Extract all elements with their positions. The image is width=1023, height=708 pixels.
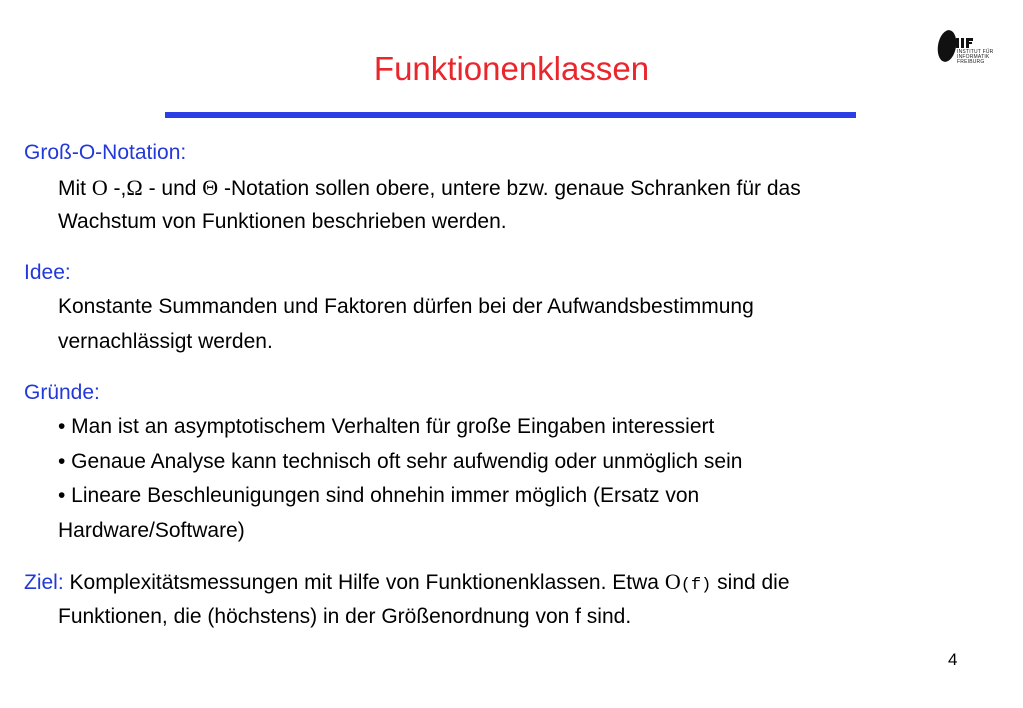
ziel-line-2: Funktionen, die (höchstens) in der Größenordnung von f sind. [58,605,632,628]
slide-title: Funktionenklassen [373,50,650,87]
text: - und [142,177,203,200]
text: -, [107,177,127,200]
logo-line-3: FREIBURG [957,59,985,65]
gross-o-line-1 [58,171,801,206]
logo-line-2: INFORMATIK [957,54,990,60]
omega-symbol: Ω [126,175,143,200]
heading-gruende: Gründe: [24,381,100,404]
big-o-symbol: O [91,175,108,200]
text: Komplexitätsmessungen mit Hilfe von Funktionenklassen. Etwa [63,571,665,594]
heading-ziel: Ziel: [24,571,64,594]
gross-o-line-2: Wachstum von Funktionen beschrieben werden. [58,210,507,233]
title-underline [165,112,856,118]
text: -Notation sollen obere, untere bzw. genaue Schranken für das [218,177,801,200]
big-o-symbol: O [664,569,681,594]
page-number: 4 [948,650,958,669]
text: sind die [711,571,790,594]
idee-line-2: vernachlässigt werden. [58,330,273,353]
idee-line-1: Konstante Summanden und Faktoren dürfen bei der Aufwandsbestimmung [58,295,754,318]
gruende-bullet-3: • Lineare Beschleunigungen sind ohnehin immer möglich (Ersatz von [58,484,700,507]
logo-text [957,50,993,65]
theta-symbol: Θ [202,175,219,200]
gruende-bullet-1: • Man ist an asymptotischem Verhalten für große Eingaben interessiert [58,415,715,438]
gruende-bullet-3-cont: Hardware/Software) [58,519,245,542]
logo-line-1: INSTITUT FÜR [957,49,994,55]
text: Mit [58,177,92,200]
heading-gross-o: Groß-O-Notation: [24,141,187,164]
heading-idee: Idee: [24,261,71,284]
gruende-bullet-2: • Genaue Analyse kann technisch oft sehr aufwendig oder unmöglich sein [58,450,743,473]
function-arg: (f) [680,576,712,595]
institute-logo [934,24,994,84]
ziel-line-1 [24,565,790,603]
